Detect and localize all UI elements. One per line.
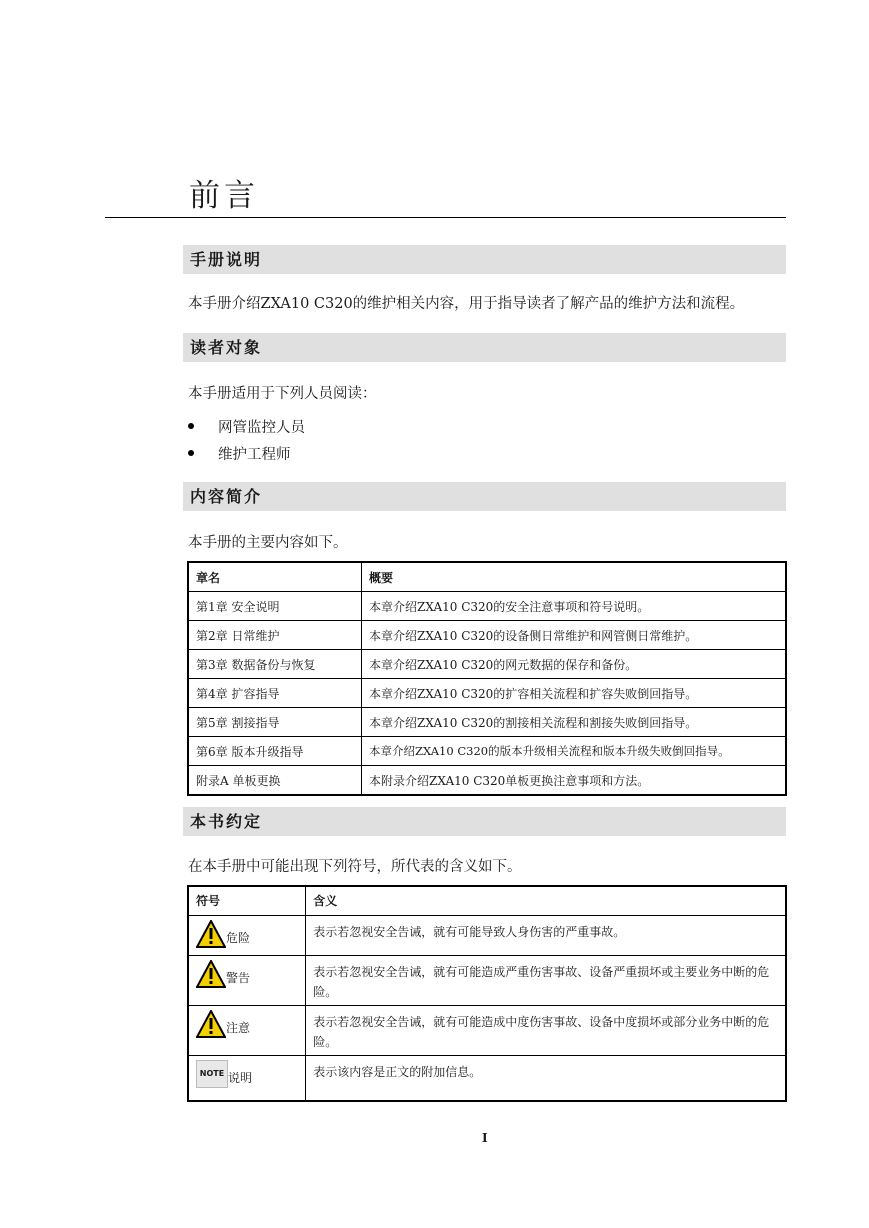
page-title: 前言 xyxy=(189,178,259,214)
symbol-label: 说明 xyxy=(228,1070,253,1085)
manual-desc-text: 本手册介绍ZXA10 C320的维护相关内容，用于指导读者了解产品的维护方法和流程。 xyxy=(188,296,745,312)
title-divider xyxy=(105,217,786,218)
table-cell xyxy=(188,955,306,1005)
table-cell: 本章介绍ZXA10 C320的设备侧日常维护和网管侧日常维护。 xyxy=(361,621,786,650)
section-heading-contents: 内容简介 xyxy=(183,482,786,511)
table-cell: 第3章 数据备份与恢复 xyxy=(188,650,361,679)
table-row xyxy=(188,1055,786,1101)
table-cell: 第1章 安全说明 xyxy=(188,592,361,621)
warning-triangle-icon xyxy=(196,920,226,948)
list-item-text: 网管监控人员 xyxy=(218,420,305,436)
table-cell: 第4章 扩容指导 xyxy=(188,679,361,708)
table-cell: 附录A 单板更换 xyxy=(188,766,361,796)
table-cell: 第5章 割接指导 xyxy=(188,708,361,737)
chapter-table xyxy=(187,561,787,796)
table-row xyxy=(188,679,786,708)
warning-triangle-icon xyxy=(196,1010,226,1038)
symbol-label: 危险 xyxy=(226,930,251,945)
bullet-icon xyxy=(188,450,194,456)
table-cell: 本章介绍ZXA10 C320的网元数据的保存和备份。 xyxy=(361,650,786,679)
note-icon: NOTE xyxy=(196,1060,228,1088)
table-row xyxy=(188,955,786,1005)
table-row xyxy=(188,1005,786,1055)
table-row xyxy=(188,708,786,737)
table-cell: 第2章 日常维护 xyxy=(188,621,361,650)
table-cell: 表示若忽视安全告诫，就有可能造成严重伤害事故、设备严重损坏或主要业务中断的危险。 xyxy=(306,955,786,1005)
table-cell: 第6章 版本升级指导 xyxy=(188,737,361,766)
table-header-cell: 符号 xyxy=(188,886,306,915)
table-cell: 本章介绍ZXA10 C320的版本升级相关流程和版本升级失败倒回指导。 xyxy=(361,737,786,766)
table-cell xyxy=(188,1055,306,1101)
table-header-row xyxy=(188,562,786,592)
table-cell: 表示若忽视安全告诫，就有可能导致人身伤害的严重事故。 xyxy=(306,915,786,955)
symbol-table xyxy=(187,885,787,1102)
table-cell: 表示若忽视安全告诫，就有可能造成中度伤害事故、设备中度损坏或部分业务中断的危险。 xyxy=(306,1005,786,1055)
table-cell: 本章介绍ZXA10 C320的扩容相关流程和扩容失败倒回指导。 xyxy=(361,679,786,708)
symbol-label: 警告 xyxy=(226,970,251,985)
symbol-label: 注意 xyxy=(226,1020,251,1035)
audience-text: 本手册适用于下列人员阅读： xyxy=(188,386,377,402)
table-row xyxy=(188,915,786,955)
warning-triangle-icon xyxy=(196,960,226,988)
table-cell xyxy=(188,915,306,955)
bullet-icon xyxy=(188,423,194,429)
table-header-cell: 章名 xyxy=(188,562,361,592)
table-header-cell: 含义 xyxy=(306,886,786,915)
table-row xyxy=(188,650,786,679)
table-cell: 表示该内容是正文的附加信息。 xyxy=(306,1055,786,1101)
table-row xyxy=(188,737,786,766)
table-cell: 本章介绍ZXA10 C320的割接相关流程和割接失败倒回指导。 xyxy=(361,708,786,737)
conventions-text: 在本手册中可能出现下列符号，所代表的含义如下。 xyxy=(188,859,522,875)
table-cell: 本章介绍ZXA10 C320的安全注意事项和符号说明。 xyxy=(361,592,786,621)
table-cell: 本附录介绍ZXA10 C320单板更换注意事项和方法。 xyxy=(361,766,786,796)
page-number: I xyxy=(482,1131,488,1145)
contents-text: 本手册的主要内容如下。 xyxy=(188,535,348,551)
section-heading-manual-desc: 手册说明 xyxy=(183,245,786,274)
table-row xyxy=(188,592,786,621)
table-header-cell: 概要 xyxy=(361,562,786,592)
table-header-row xyxy=(188,886,786,915)
section-heading-audience: 读者对象 xyxy=(183,333,786,362)
table-row xyxy=(188,766,786,796)
list-item-text: 维护工程师 xyxy=(218,447,291,463)
table-cell xyxy=(188,1005,306,1055)
table-row xyxy=(188,621,786,650)
section-heading-conventions: 本书约定 xyxy=(183,807,786,836)
